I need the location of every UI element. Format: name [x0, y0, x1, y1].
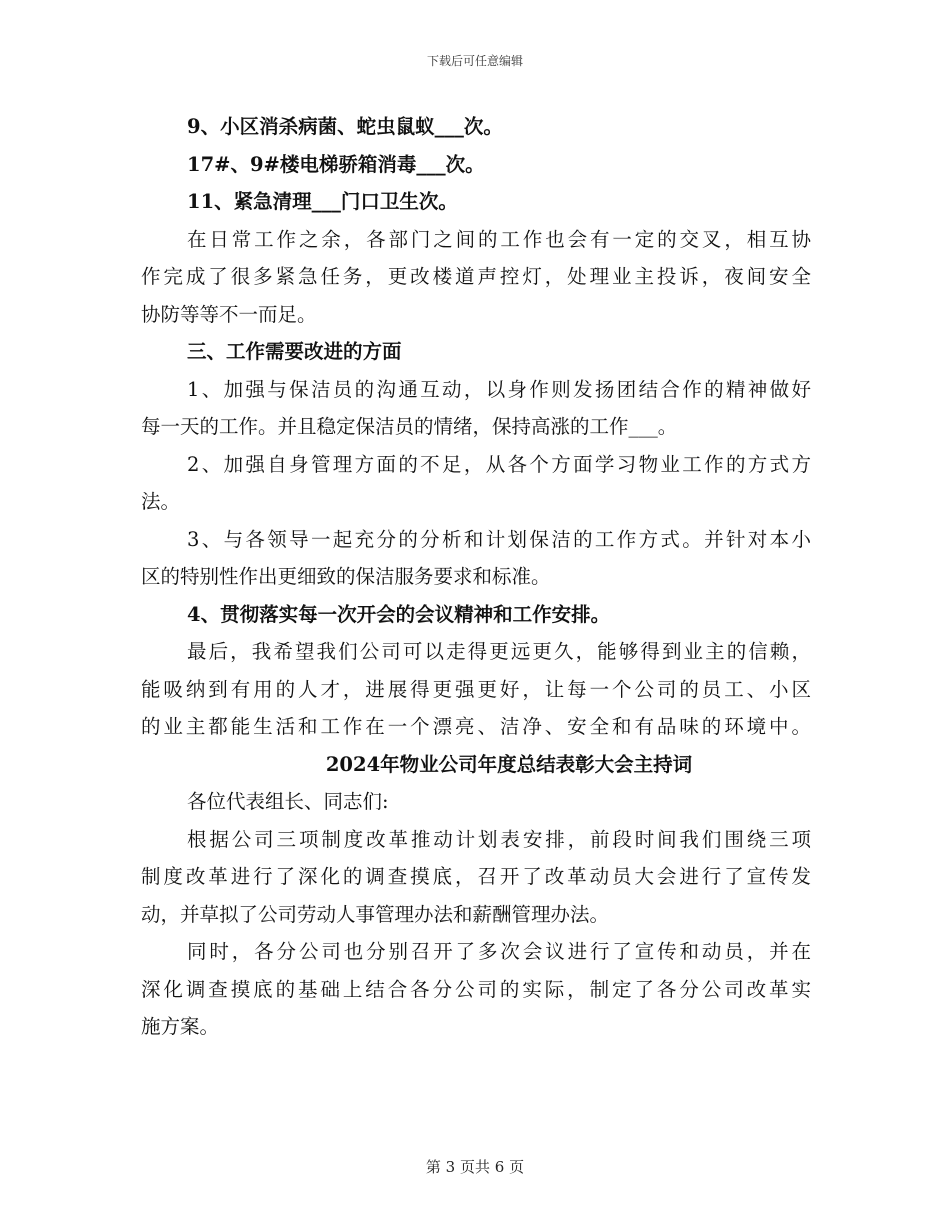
text-line: 11、紧急清理___门口卫生次。 — [187, 190, 458, 213]
text-line: 协防等等不一而足。 — [141, 302, 317, 326]
text-line: 4、贯彻落实每一次开会的会议精神和工作安排。 — [187, 602, 611, 626]
text-line: 在日常工作之余，各部门之间的工作也会有一定的交叉，相互协 — [187, 227, 811, 251]
text-line: 3、与各领导一起充分的分析和计划保洁的工作方式。并针对本小 — [187, 527, 811, 551]
page-footer: 第 3 页共 6 页 — [425, 1158, 525, 1176]
text-line: 各位代表组长、同志们: — [187, 790, 389, 813]
text-line: 深化调查摸底的基础上结合各分公司的实际，制定了各分公司改革实 — [141, 977, 811, 1001]
text-line: 的业主都能生活和工作在一个漂亮、洁净、安全和有品味的环境中。 — [141, 715, 811, 738]
text-line: 最后，我希望我们公司可以走得更远更久，能够得到业主的信赖， — [187, 640, 811, 663]
text-line: 2、加强自身管理方面的不足，从各个方面学习物业工作的方式方 — [187, 452, 811, 476]
text-line: 动，并草拟了公司劳动人事管理办法和薪酬管理办法。 — [141, 902, 610, 926]
text-line: 根据公司三项制度改革推动计划表安排，前段时间我们围绕三项 — [187, 827, 811, 851]
text-line: 制度改革进行了深化的调查摸底，召开了改革动员大会进行了宣传发 — [141, 865, 811, 888]
text-line: 作完成了很多紧急任务，更改楼道声控灯，处理业主投诉，夜间安全 — [141, 265, 811, 288]
text-line: 区的特别性作出更细致的保洁服务要求和标准。 — [141, 565, 551, 588]
text-line: 17#、9#楼电梯骄箱消毒___次。 — [187, 152, 485, 176]
section-title: 2024年物业公司年度总结表彰大会主持词 — [325, 752, 693, 776]
text-line: 法。 — [141, 490, 181, 513]
text-line: 9、小区消杀病菌、蛇虫鼠蚁___次。 — [187, 115, 503, 138]
text-line: 施方案。 — [141, 1015, 220, 1038]
text-line: 三、工作需要改进的方面 — [187, 340, 402, 363]
text-line: 能吸纳到有用的人才，进展得更强更好，让每一个公司的员工、小区 — [141, 677, 811, 701]
text-line: 同时，各分公司也分别召开了多次会议进行了宣传和动员，并在 — [187, 940, 811, 963]
page-header: 下载后可任意编辑 — [426, 54, 523, 68]
text-line: 1、加强与保洁员的沟通互动，以身作则发扬团结合作的精神做好 — [187, 377, 811, 401]
text-line: 每一天的工作。并且稳定保洁员的情绪，保持高涨的工作___。 — [141, 415, 678, 438]
document-body — [141, 108, 811, 1046]
